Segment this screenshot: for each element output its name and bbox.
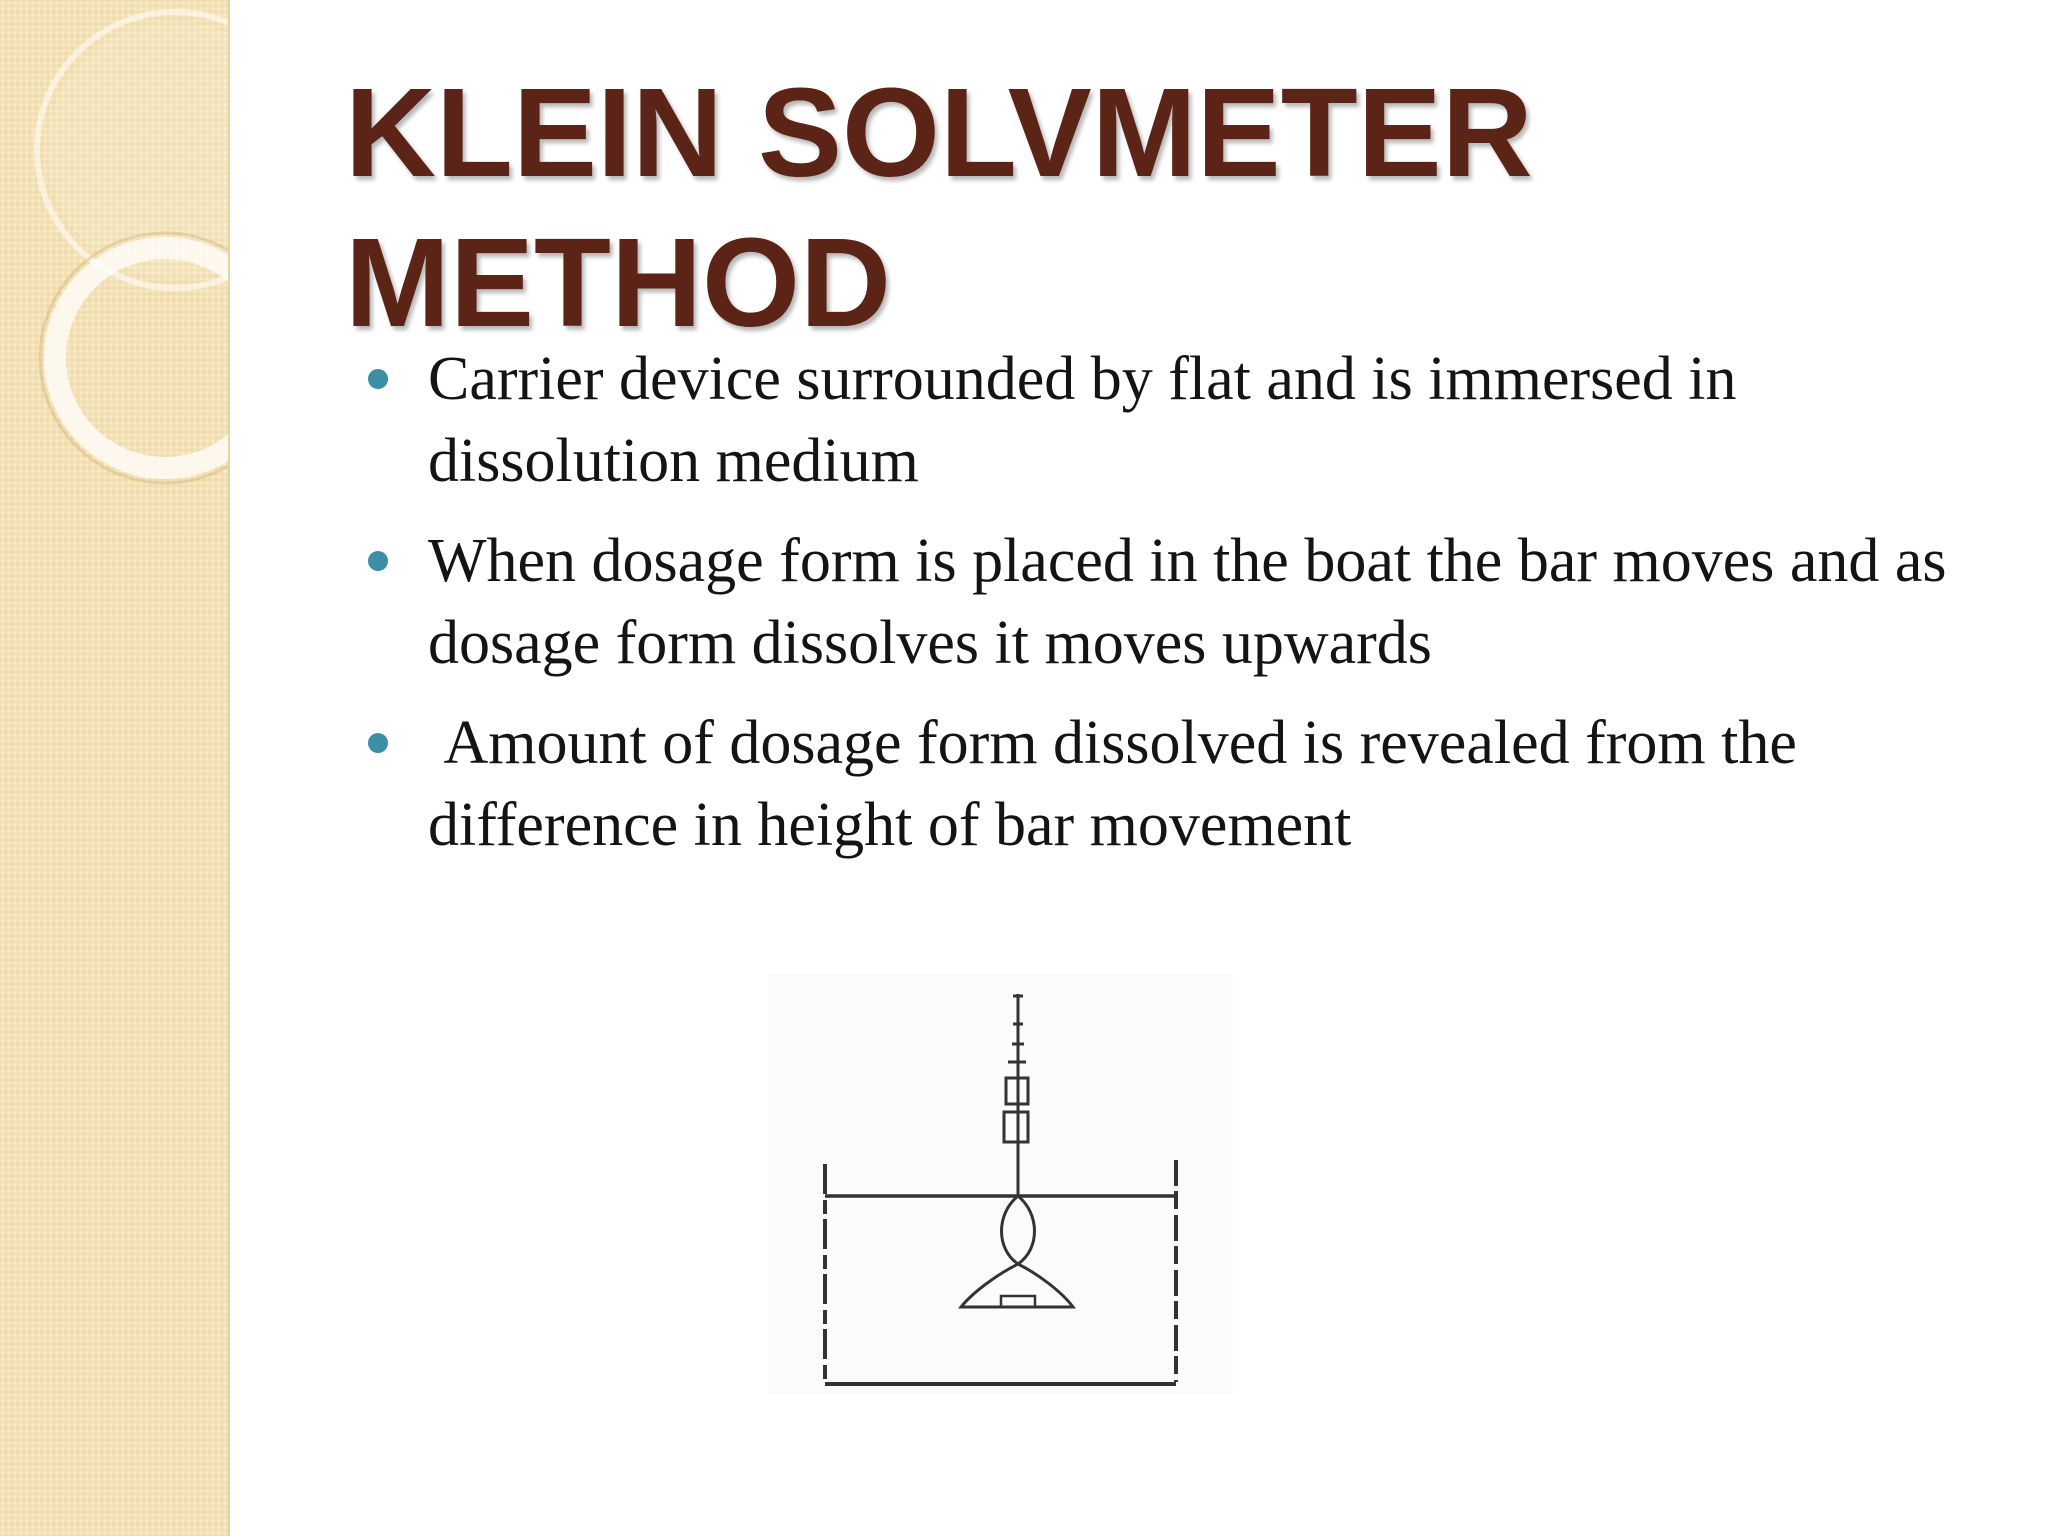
klein-solvmeter-apparatus-icon (768, 974, 1233, 1394)
decorative-sidebar (0, 0, 230, 1536)
bullet-item (368, 520, 1968, 684)
bullet-dot-icon (368, 369, 388, 389)
title-line-1: KLEIN SOLVMETER (345, 62, 1533, 203)
bullet-item (368, 338, 1968, 502)
decorative-rings-icon (0, 0, 228, 1536)
bullet-dot-icon (368, 733, 388, 753)
title-line-2: METHOD (345, 212, 891, 353)
bullet-text: When dosage form is placed in the boat the bar moves and as dosage form dissolves it moves upwards (428, 527, 1947, 677)
bullet-text: Amount of dosage form dissolved is revealed from the difference in height of bar movement (428, 709, 1813, 859)
bullet-dot-icon (368, 551, 388, 571)
bullet-text: Carrier device surrounded by flat and is immersed in dissolution medium (428, 345, 1737, 495)
slide-title (345, 58, 1945, 358)
bullet-item (368, 702, 1968, 866)
bullet-list (368, 338, 1968, 884)
